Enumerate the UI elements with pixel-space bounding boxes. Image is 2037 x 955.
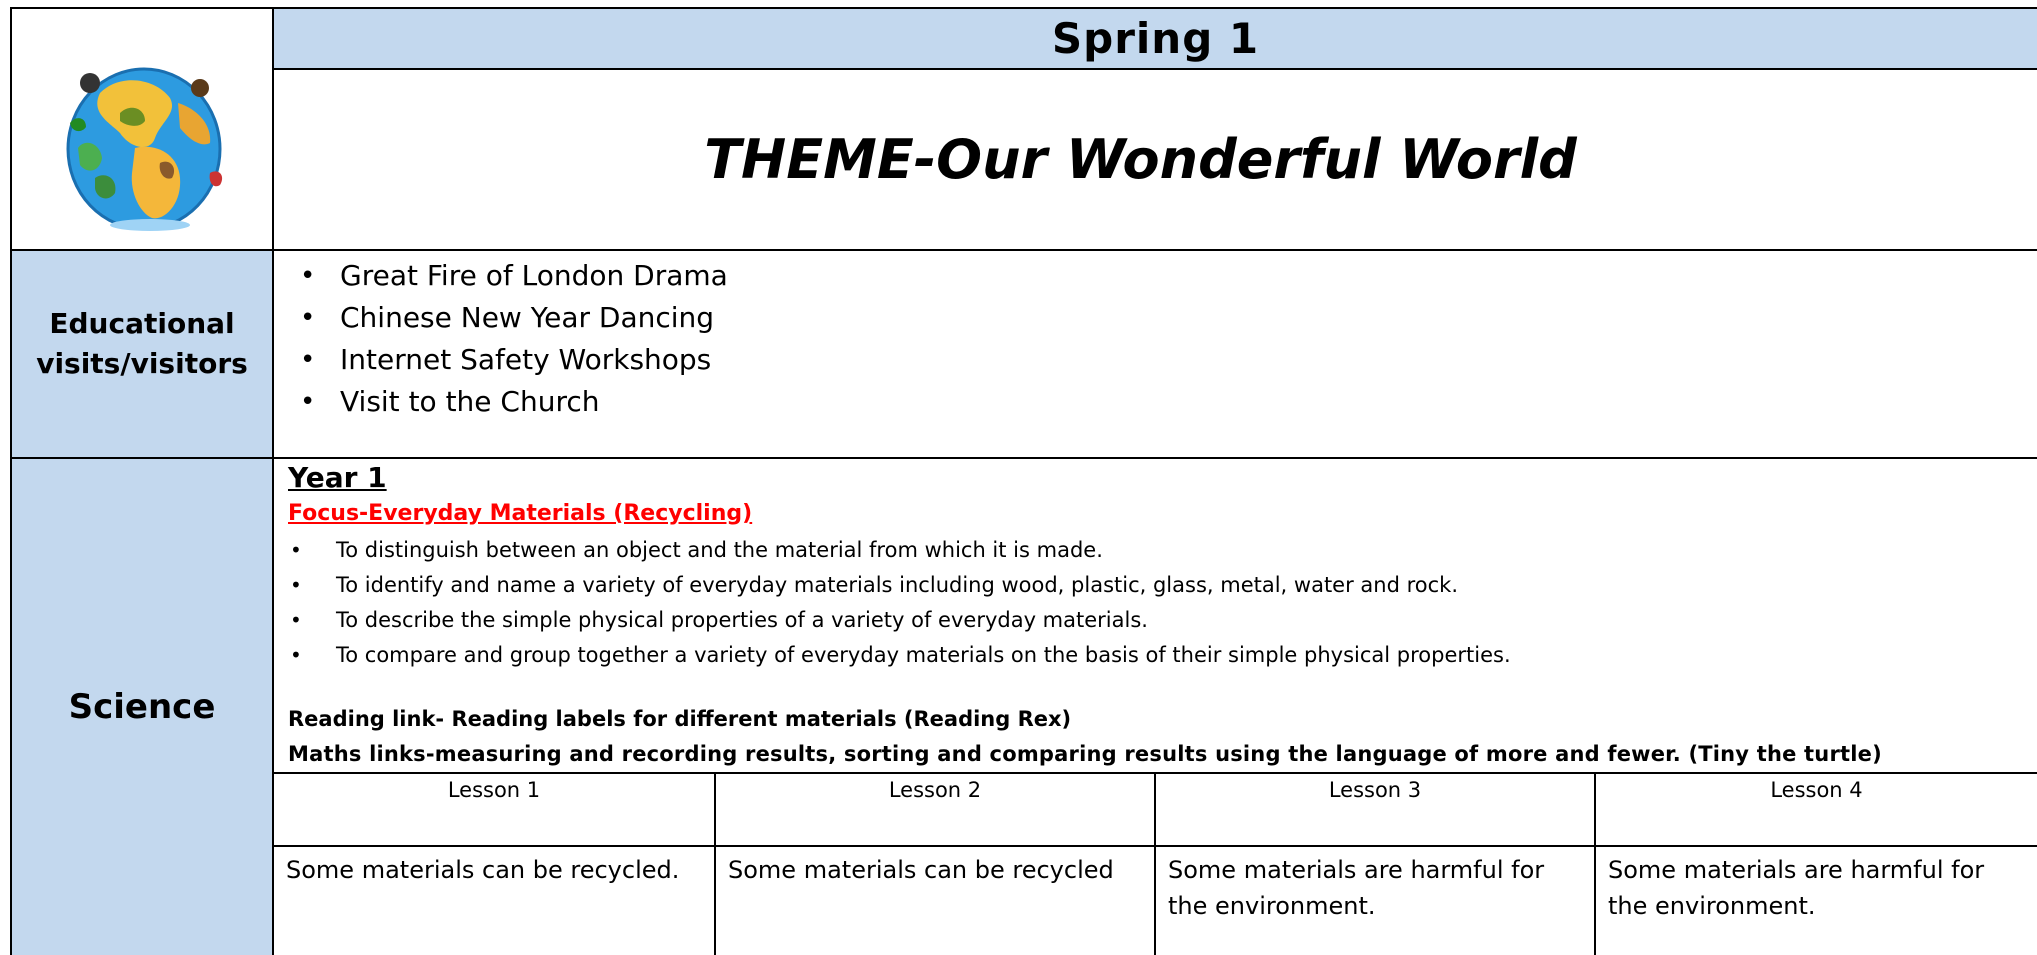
globe-with-animals-icon xyxy=(60,53,228,235)
list-item: • Great Fire of London Drama xyxy=(292,255,728,297)
lesson-content: Some materials are harmful for the environment. xyxy=(1168,856,1545,920)
lesson-title: Lesson 2 xyxy=(888,778,982,802)
lesson-content: Some materials can be recycled. xyxy=(286,856,680,884)
lesson-title: Lesson 3 xyxy=(1328,778,1422,802)
visits-content-cell xyxy=(274,249,2037,457)
science-row-label: Science xyxy=(68,687,216,727)
term-title: Spring 1 xyxy=(1051,14,1260,63)
visits-row-label: Educational visits/visitors xyxy=(36,307,248,380)
focus-heading: Focus-Everyday Materials (Recycling) xyxy=(288,501,753,526)
lesson-content: Some materials can be recycled xyxy=(728,856,1114,884)
list-item: • Chinese New Year Dancing xyxy=(292,297,728,339)
list-item: • To describe the simple physical properties of a variety of everyday materials. xyxy=(288,603,1511,638)
science-label-cell xyxy=(10,457,274,955)
theme-title: THEME-Our Wonderful World xyxy=(704,128,1577,191)
list-item: • Visit to the Church xyxy=(292,381,728,423)
lesson-content-cell xyxy=(1594,847,2037,955)
lesson-header-cell xyxy=(1594,772,2037,847)
reading-link-text: Reading link- Reading labels for different materials (Reading Rex) xyxy=(288,707,1072,731)
lesson-content-cell xyxy=(274,847,714,955)
list-item: • Internet Safety Workshops xyxy=(292,339,728,381)
theme-header-cell xyxy=(274,70,2037,249)
lesson-header-cell xyxy=(1154,772,1594,847)
objectives-list xyxy=(288,533,1511,673)
lesson-content: Some materials are harmful for the environment. xyxy=(1608,856,1985,920)
list-item: • To identify and name a variety of everyday materials including wood, plastic, glass, metal, water and rock. xyxy=(288,568,1511,603)
lesson-header-cell xyxy=(274,772,714,847)
logo-cell xyxy=(10,7,274,249)
visits-label-cell xyxy=(10,249,274,457)
lesson-title: Lesson 4 xyxy=(1770,778,1863,802)
visits-list xyxy=(292,255,728,423)
lesson-content-cell xyxy=(1154,847,1594,955)
year-heading: Year 1 xyxy=(288,461,387,494)
maths-link-text: Maths links-measuring and recording results, sorting and comparing results using the language of more and fewer. (Tiny the turtle) xyxy=(288,742,1882,766)
lesson-header-cell xyxy=(714,772,1154,847)
lesson-content-cell xyxy=(714,847,1154,955)
list-item: • To compare and group together a variety of everyday materials on the basis of their simple physical properties. xyxy=(288,638,1511,673)
list-item: • To distinguish between an object and the material from which it is made. xyxy=(288,533,1511,568)
term-header-cell xyxy=(274,7,2037,70)
lesson-title: Lesson 1 xyxy=(447,778,541,802)
